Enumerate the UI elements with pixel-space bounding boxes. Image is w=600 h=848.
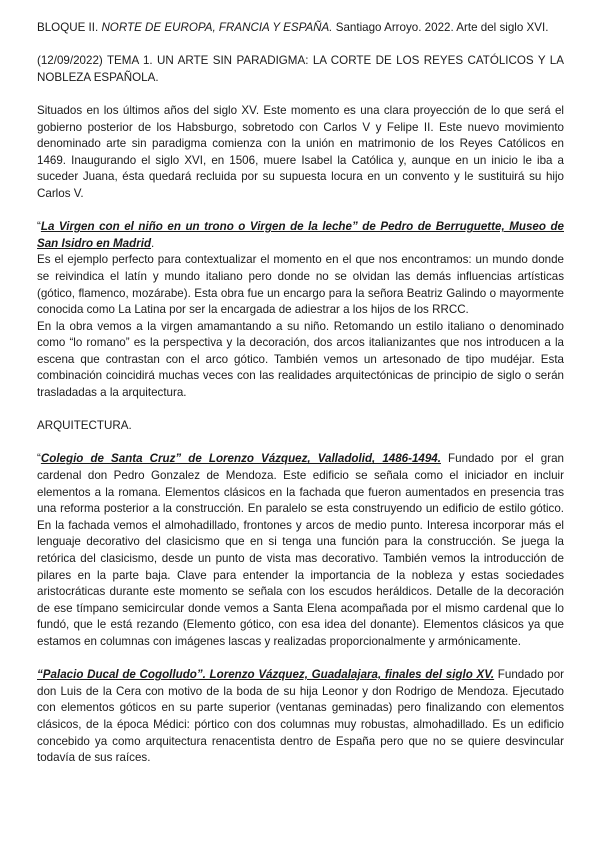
intro-paragraph: Situados en los últimos años del siglo XV. Este momento es una clara proyección de lo que será el gobierno posterior de los Habsburgo, sobretodo con Carlos V y Felipe II. Este nuevo movimiento denominado arte sin paradigma comienza con la unión en matrimonio de los Reyes Católicos en 1469. Inaugurando el siglo XVI, en 1506, muere Isabel la Católica y, aunque en un inicio le iba a suceder Juana, ésta quedará recluida por su supuesta locura en un convento y le sustituirá su hijo Carlos V. <box>37 103 564 200</box>
block-title: NORTE DE EUROPA, FRANCIA Y ESPAÑA. <box>101 21 333 34</box>
building-open-quote: “ <box>37 452 41 466</box>
section-heading-architecture: ARQUITECTURA. <box>37 419 132 433</box>
document-page <box>37 20 564 767</box>
work-heading <box>37 219 564 252</box>
work-paragraph: Es el ejemplo perfecto para contextualizar el momento en el que nos encontramos: un mundo donde se reivindica el latín y mundo italiano pero donde no se olvidan las demás influencias artísticas (gótico, flamenco, mozárabe). Esta obra fue un encargo para la señora Beatriz Galindo o mayormente conocida como La Latina por ser la encargada de adiestrar a los hijos de los RRCC. <box>37 253 564 317</box>
block-prefix: BLOQUE II. <box>37 21 102 34</box>
work-title: La Virgen con el niño en un trono o Virgen de la leche” de Pedro de Berruguette, Museo de San Isidro en Madrid <box>37 220 564 250</box>
building-title: “Palacio Ducal de Cogolludo”. Lorenzo Vázquez, Guadalajara, finales del siglo XV. <box>37 668 495 682</box>
block-header <box>37 20 564 37</box>
building-text: Fundado por don Luis de la Cera con motivo de la boda de su hija Leonor y don Rodrigo de Mendoza. Ejecutado con elementos góticos en su parte superior (ventanas geminadas) pero finalizando con elementos clásicos, de la época Médici: pórtico con dos columnas muy robustas, almohadillado. Es un edificio concebido ya como arquitectura renacentista dentro de España pero que no se quiere desvincular todavía de sus raíces. <box>37 668 565 765</box>
work-paragraph: En la obra vemos a la virgen amamantando a su niño. Retomando un estilo italiano o denominado como “lo romano” es la perspectiva y la decoración, dos arcos italianizantes que nos introducen a la escena que contrastan con el arco gótico. También vemos un artesonado de tipo mudéjar. Esta combinación coincidirá muchas veces con las realidades arquitectónicas de principio de siglo o serán trasladadas a la arquitectura. <box>37 319 564 400</box>
work-open-quote: “ <box>37 220 41 234</box>
building-title: Colegio de Santa Cruz” de Lorenzo Vázquez, Valladolid, 1486-1494. <box>40 452 441 466</box>
building-paragraph <box>37 667 564 767</box>
topic-heading: (12/09/2022) TEMA 1. UN ARTE SIN PARADIGMA: LA CORTE DE LOS REYES CATÓLICOS Y LA NOBLEZA ESPAÑOLA. <box>37 54 564 84</box>
work-title-end: . <box>151 236 155 250</box>
block-suffix: Santiago Arroyo. 2022. Arte del siglo XVI. <box>332 21 549 34</box>
building-text: Fundado por el gran cardenal don Pedro Gonzalez de Mendoza. Este edificio se señala como el iniciador en incluir elementos a la romana. Elementos clásicos en la fachada que fueron aumentados en presencia tras una reforma posterior a la construcción. En paralelo se esta construyendo un edificio de estilo gótico. En la fachada vemos el almohadillado, frontones y arcos de medio punto. Interesa incorporar más el lenguaje decorativo del clasicismo que en si tenga una función para la construcción. Se juega la retórica del clasicismo, desde un punto de vista mas decorativo. También vemos la introducción de pilares en la parte baja. Clave para entender la importancia de la nobleza y estas sociedades aristocráticas durante este momento se señala con los escudos heráldicos. Detalle de la decoración de ese tímpano semicircular donde vemos a Santa Elena acompañada por el mismo cardenal que lo fundó, que le está rezando (Elemento gótico, con esa idea del donante). Elementos clásicos ya que estamos en columnas con imágenes lascas y realizadas proporcionalmente y armónicamente. <box>37 452 564 648</box>
building-paragraph <box>37 451 564 650</box>
